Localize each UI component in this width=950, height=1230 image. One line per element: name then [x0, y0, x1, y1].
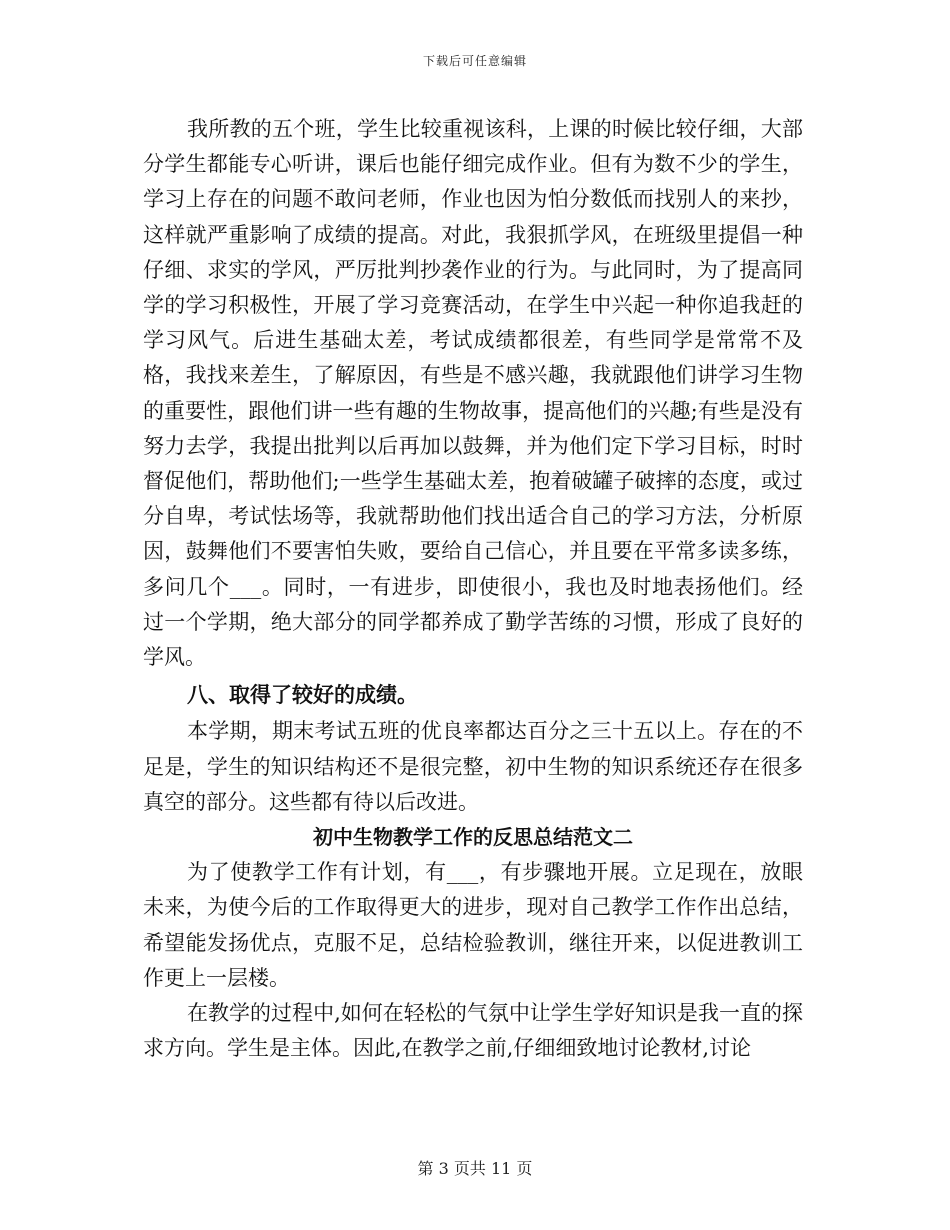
- body-paragraph: 本学期，期末考试五班的优良率都达百分之三十五以上。存在的不足是，学生的知识结构还不是很完整，初中生物的知识系统还存在很多真空的部分。这些都有待以后改进。: [143, 719, 803, 814]
- document-body: [143, 112, 803, 1066]
- page-footer: 第 3 页共 11 页: [417, 1159, 533, 1178]
- section-heading: 八、取得了较好的成绩。: [187, 682, 418, 708]
- document-section-title: 初中生物教学工作的反思总结范文二: [313, 825, 633, 850]
- body-paragraph: 在教学的过程中,如何在轻松的气氛中让学生学好知识是我一直的探求方向。学生是主体。因此,在教学之前,仔细细致地讨论教材,讨论: [143, 1001, 803, 1061]
- body-paragraph: 我所教的五个班，学生比较重视该科，上课的时候比较仔细，大部分学生都能专心听讲，课后也能仔细完成作业。但有为数不少的学生，学习上存在的问题不敢问老师，作业也因为怕分数低而找别人的来抄，这样就严重影响了成绩的提高。对此，我狠抓学风，在班级里提倡一种仔细、求实的学风，严厉批判抄袭作业的行为。与此同时，为了提高同学的学习积极性，开展了学习竞赛活动，在学生中兴起一种你追我赶的学习风气。后进生基础太差，考试成绩都很差，有些同学是常常不及格，我找来差生，了解原因，有些是不感兴趣，我就跟他们讲学习生物的重要性，跟他们讲一些有趣的生物故事，提高他们的兴趣;有些是没有努力去学，我提出批判以后再加以鼓舞，并为他们定下学习目标，时时督促他们，帮助他们;一些学生基础太差，抱着破罐子破摔的态度，或过分自卑，考试怯场等，我就帮助他们找出适合自己的学习方法，分析原因，鼓舞他们不要害怕失败，要给自己信心，并且要在平常多读多练，多问几个___。同时，一有进步，即使很小，我也及时地表扬他们。经过一个学期，绝大部分的同学都养成了勤学苦练的习惯，形成了良好的学风。: [143, 117, 803, 670]
- page-header: 下载后可任意编辑: [422, 54, 527, 68]
- body-paragraph: 为了使教学工作有计划，有___，有步骤地开展。立足现在，放眼未来，为使今后的工作取得更大的进步，现对自己教学工作作出总结，希望能发扬优点，克服不足，总结检验教训，继往开来，以促进教训工作更上一层楼。: [143, 860, 803, 990]
